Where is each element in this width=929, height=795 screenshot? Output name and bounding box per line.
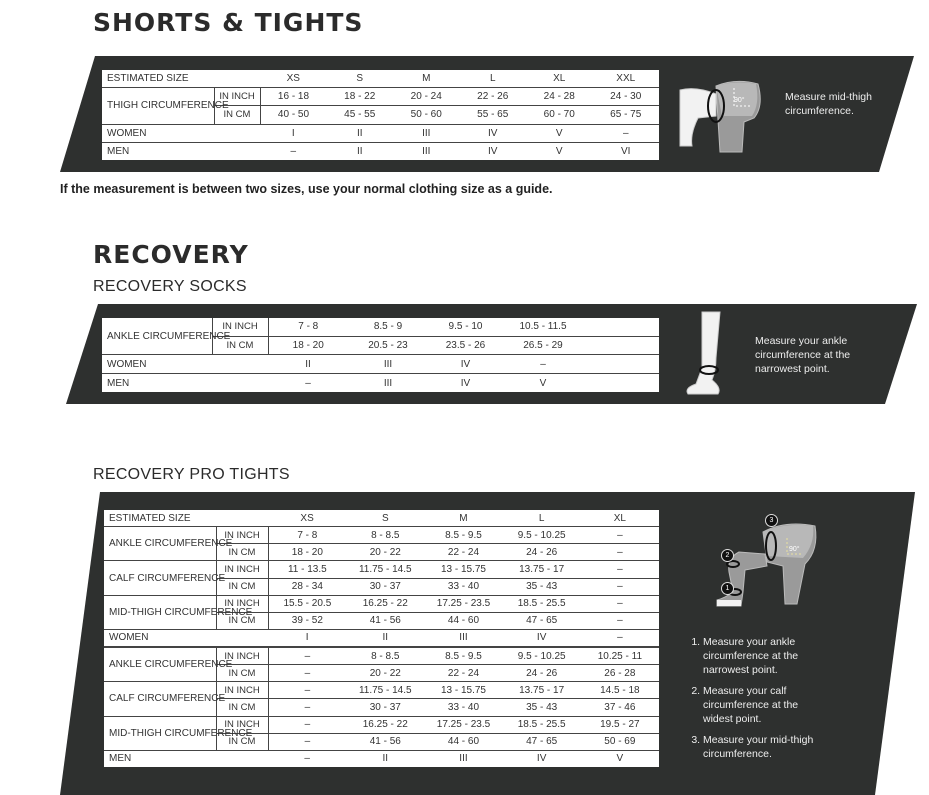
header-cell: XL: [526, 70, 593, 88]
instruction-item: 2. Measure your calf circumference at the widest point.: [703, 684, 828, 726]
table-cell: 23.5 - 26: [428, 336, 503, 355]
table-cell: 65 - 75: [593, 106, 660, 124]
table-header-row: [104, 510, 659, 527]
table-cell: 11 - 13.5: [268, 561, 346, 578]
table-cell: 13.75 - 17: [503, 682, 581, 699]
table-row: [102, 374, 659, 392]
table-cell: –: [581, 561, 659, 578]
unit-cell: IN CM: [214, 106, 260, 124]
unit-cell: IN CM: [216, 612, 268, 629]
row-label: MID-THIGH CIRCUMFERENCE: [104, 595, 216, 629]
table-row: [102, 318, 659, 336]
table-cell: [583, 336, 659, 355]
table-cell: 22 - 24: [424, 544, 502, 561]
table-cell: 16 - 18: [260, 88, 327, 106]
table-row: [104, 750, 659, 767]
table-cell: –: [581, 527, 659, 544]
table-cell: –: [268, 682, 346, 699]
table-cell: 20 - 22: [346, 544, 424, 561]
table-cell: 24 - 30: [593, 88, 660, 106]
table-cell: V: [526, 124, 593, 142]
table-cell: –: [268, 716, 346, 733]
table-cell: 18.5 - 25.5: [503, 716, 581, 733]
table-cell: IV: [503, 629, 581, 647]
header-cell: XXL: [593, 70, 660, 88]
table-cell: IV: [460, 377, 471, 389]
table-row: [104, 716, 659, 733]
unit-cell: IN INCH: [216, 647, 268, 665]
marker-3-icon: 3: [765, 514, 778, 527]
table-cell: 40 - 50: [260, 106, 327, 124]
table-cell: 20 - 22: [346, 665, 424, 682]
shorts-title: SHORTS & TIGHTS: [93, 8, 364, 37]
socks-caption: Measure your ankle circumference at the narrowest point.: [755, 335, 851, 375]
table-cell: 44 - 60: [424, 612, 502, 629]
pro-tights-title: RECOVERY PRO TIGHTS: [93, 466, 290, 483]
unit-cell: IN INCH: [216, 595, 268, 612]
unit-cell: IN CM: [216, 699, 268, 716]
table-row: [102, 142, 659, 160]
shorts-caption: Measure mid-thigh circumference.: [785, 91, 872, 117]
table-cell: II: [268, 355, 348, 374]
table-cell: 9.5 - 10.25: [503, 647, 581, 665]
table-cell: 19.5 - 27: [581, 716, 659, 733]
table-cell: III: [459, 753, 468, 765]
table-cell: 24 - 26: [503, 665, 581, 682]
recovery-socks-title: RECOVERY SOCKS: [93, 278, 247, 295]
table-cell: III: [393, 124, 460, 142]
table-cell: 41 - 56: [346, 733, 424, 750]
row-label: WOMEN: [102, 355, 268, 374]
table-cell: 7 - 8: [268, 318, 348, 336]
table-cell: –: [593, 124, 660, 142]
table-cell: –: [503, 355, 583, 374]
marker-1-icon: 1: [721, 582, 734, 595]
header-cell: [214, 70, 260, 88]
table-cell: 39 - 52: [268, 612, 346, 629]
socks-table: [102, 318, 659, 392]
table-row: [104, 682, 659, 699]
table-cell: II: [346, 629, 424, 647]
table-cell: 8 - 8.5: [346, 647, 424, 665]
header-cell: M: [424, 510, 502, 527]
table-cell: 10.5 - 11.5: [503, 318, 583, 336]
row-label: WOMEN: [102, 124, 260, 142]
angle-label: 90°: [789, 546, 800, 553]
unit-cell: IN INCH: [214, 88, 260, 106]
recovery-title: RECOVERY: [93, 240, 249, 269]
unit-cell: IN CM: [216, 544, 268, 561]
table-cell: 37 - 46: [581, 699, 659, 716]
table-cell: 8.5 - 9: [348, 318, 428, 336]
row-label: ANKLE CIRCUMFERENCE: [104, 647, 216, 682]
pro-table: [104, 510, 659, 767]
table-cell: 17.25 - 23.5: [424, 595, 502, 612]
table-cell: 13 - 15.75: [424, 561, 502, 578]
table-cell: [583, 318, 659, 336]
table-cell: 10.25 - 11: [581, 647, 659, 665]
header-cell: ESTIMATED SIZE: [104, 510, 216, 527]
table-cell: 35 - 43: [503, 578, 581, 595]
table-cell: 13.75 - 17: [503, 561, 581, 578]
table-cell: 18 - 20: [268, 544, 346, 561]
table-cell: 30 - 37: [346, 578, 424, 595]
table-cell: 18 - 22: [327, 88, 394, 106]
table-cell: I: [260, 124, 327, 142]
row-label: MEN: [107, 145, 130, 157]
table-cell: 47 - 65: [503, 612, 581, 629]
table-cell: 13 - 15.75: [424, 682, 502, 699]
header-cell: XS: [260, 70, 327, 88]
row-label: THIGH CIRCUMFERENCE: [102, 88, 214, 124]
table-cell: V: [616, 753, 624, 765]
table-cell: III: [424, 629, 502, 647]
table-cell: 45 - 55: [327, 106, 394, 124]
row-label: ANKLE CIRCUMFERENCE: [104, 527, 216, 561]
unit-cell: IN INCH: [216, 561, 268, 578]
table-cell: [583, 374, 659, 392]
table-cell: 11.75 - 14.5: [346, 682, 424, 699]
leg-measure-illustration: [705, 512, 825, 612]
shorts-table: [102, 70, 659, 160]
table-cell: IV: [488, 145, 498, 157]
table-cell: 30 - 37: [346, 699, 424, 716]
table-cell: –: [304, 753, 310, 765]
table-row: [104, 561, 659, 578]
table-cell: 11.75 - 14.5: [346, 561, 424, 578]
row-label: MEN: [109, 753, 132, 765]
table-cell: –: [268, 647, 346, 665]
table-cell: 24 - 26: [503, 544, 581, 561]
unit-cell: IN CM: [212, 336, 268, 355]
table-row: [104, 527, 659, 544]
header-cell: XL: [581, 510, 659, 527]
table-cell: –: [268, 699, 346, 716]
row-label: CALF CIRCUMFERENCE: [104, 561, 216, 595]
row-label: WOMEN: [104, 629, 268, 647]
table-row: [104, 629, 659, 647]
angle-label: 90°: [734, 97, 745, 104]
row-label: CALF CIRCUMFERENCE: [104, 682, 216, 716]
table-cell: –: [290, 145, 297, 157]
table-cell: III: [383, 377, 393, 389]
instruction-item: 1. Measure your ankle circumference at the narrowest point.: [703, 635, 828, 677]
header-cell: L: [503, 510, 581, 527]
header-cell: [216, 510, 268, 527]
table-row: [102, 355, 659, 374]
table-cell: 35 - 43: [503, 699, 581, 716]
table-cell: 20.5 - 23: [348, 336, 428, 355]
table-cell: 7 - 8: [268, 527, 346, 544]
table-cell: 55 - 65: [460, 106, 527, 124]
unit-cell: IN CM: [216, 578, 268, 595]
header-cell: S: [327, 70, 394, 88]
pro-instructions: [688, 635, 828, 768]
table-cell: 41 - 56: [346, 612, 424, 629]
table-cell: III: [348, 355, 428, 374]
table-cell: 14.5 - 18: [581, 682, 659, 699]
table-cell: VI: [621, 145, 631, 157]
header-cell: S: [346, 510, 424, 527]
table-cell: IV: [428, 355, 503, 374]
sock-illustration: [682, 310, 732, 398]
table-cell: 28 - 34: [268, 578, 346, 595]
table-cell: 18.5 - 25.5: [503, 595, 581, 612]
table-cell: IV: [460, 124, 527, 142]
table-row: [104, 595, 659, 612]
table-cell: III: [422, 145, 431, 157]
table-cell: 9.5 - 10.25: [503, 527, 581, 544]
size-guide-note: If the measurement is between two sizes, use your normal clothing size as a guide.: [60, 182, 553, 196]
unit-cell: IN INCH: [212, 318, 268, 336]
table-cell: II: [382, 753, 389, 765]
table-cell: 50 - 60: [393, 106, 460, 124]
header-cell: M: [393, 70, 460, 88]
table-header-row: [102, 70, 659, 88]
header-cell: L: [460, 70, 527, 88]
table-cell: –: [268, 665, 346, 682]
table-cell: 16.25 - 22: [346, 595, 424, 612]
row-label: ANKLE CIRCUMFERENCE: [102, 318, 212, 355]
table-cell: –: [581, 544, 659, 561]
table-cell: –: [581, 578, 659, 595]
table-cell: 22 - 26: [460, 88, 527, 106]
table-cell: –: [581, 595, 659, 612]
table-cell: 47 - 65: [503, 733, 581, 750]
table-cell: –: [581, 629, 659, 647]
unit-cell: IN INCH: [216, 527, 268, 544]
table-cell: I: [268, 629, 346, 647]
table-cell: 9.5 - 10: [428, 318, 503, 336]
table-cell: V: [555, 145, 563, 157]
table-cell: 33 - 40: [424, 699, 502, 716]
header-cell: XS: [268, 510, 346, 527]
table-cell: 60 - 70: [526, 106, 593, 124]
unit-cell: IN CM: [216, 733, 268, 750]
table-cell: 17.25 - 23.5: [424, 716, 502, 733]
table-cell: 18 - 20: [268, 336, 348, 355]
thigh-measure-illustration: [676, 76, 776, 154]
table-row: [104, 647, 659, 665]
unit-cell: IN CM: [216, 665, 268, 682]
unit-cell: IN INCH: [216, 716, 268, 733]
table-cell: –: [581, 612, 659, 629]
table-cell: 22 - 24: [424, 665, 502, 682]
instruction-item: 3. Measure your mid-thigh circumference.: [703, 733, 828, 761]
table-cell: 24 - 28: [526, 88, 593, 106]
table-cell: II: [327, 124, 394, 142]
table-cell: V: [539, 377, 547, 389]
table-cell: 44 - 60: [424, 733, 502, 750]
table-cell: [583, 355, 659, 374]
unit-cell: IN INCH: [216, 682, 268, 699]
table-cell: II: [356, 145, 363, 157]
table-cell: 26.5 - 29: [503, 336, 583, 355]
table-cell: 33 - 40: [424, 578, 502, 595]
table-cell: –: [305, 377, 311, 389]
marker-2-icon: 2: [721, 549, 734, 562]
table-cell: 15.5 - 20.5: [268, 595, 346, 612]
table-row: [102, 88, 659, 106]
table-cell: 8.5 - 9.5: [424, 647, 502, 665]
table-row: [102, 124, 659, 142]
table-cell: 26 - 28: [581, 665, 659, 682]
table-cell: 8 - 8.5: [346, 527, 424, 544]
table-cell: 16.25 - 22: [346, 716, 424, 733]
table-cell: 50 - 69: [581, 733, 659, 750]
row-label: MID-THIGH CIRCUMFERENCE: [104, 716, 216, 750]
row-label: MEN: [107, 377, 130, 389]
table-cell: 8.5 - 9.5: [424, 527, 502, 544]
table-cell: –: [268, 733, 346, 750]
table-cell: IV: [536, 753, 547, 765]
header-cell: ESTIMATED SIZE: [102, 70, 214, 88]
table-cell: 20 - 24: [393, 88, 460, 106]
